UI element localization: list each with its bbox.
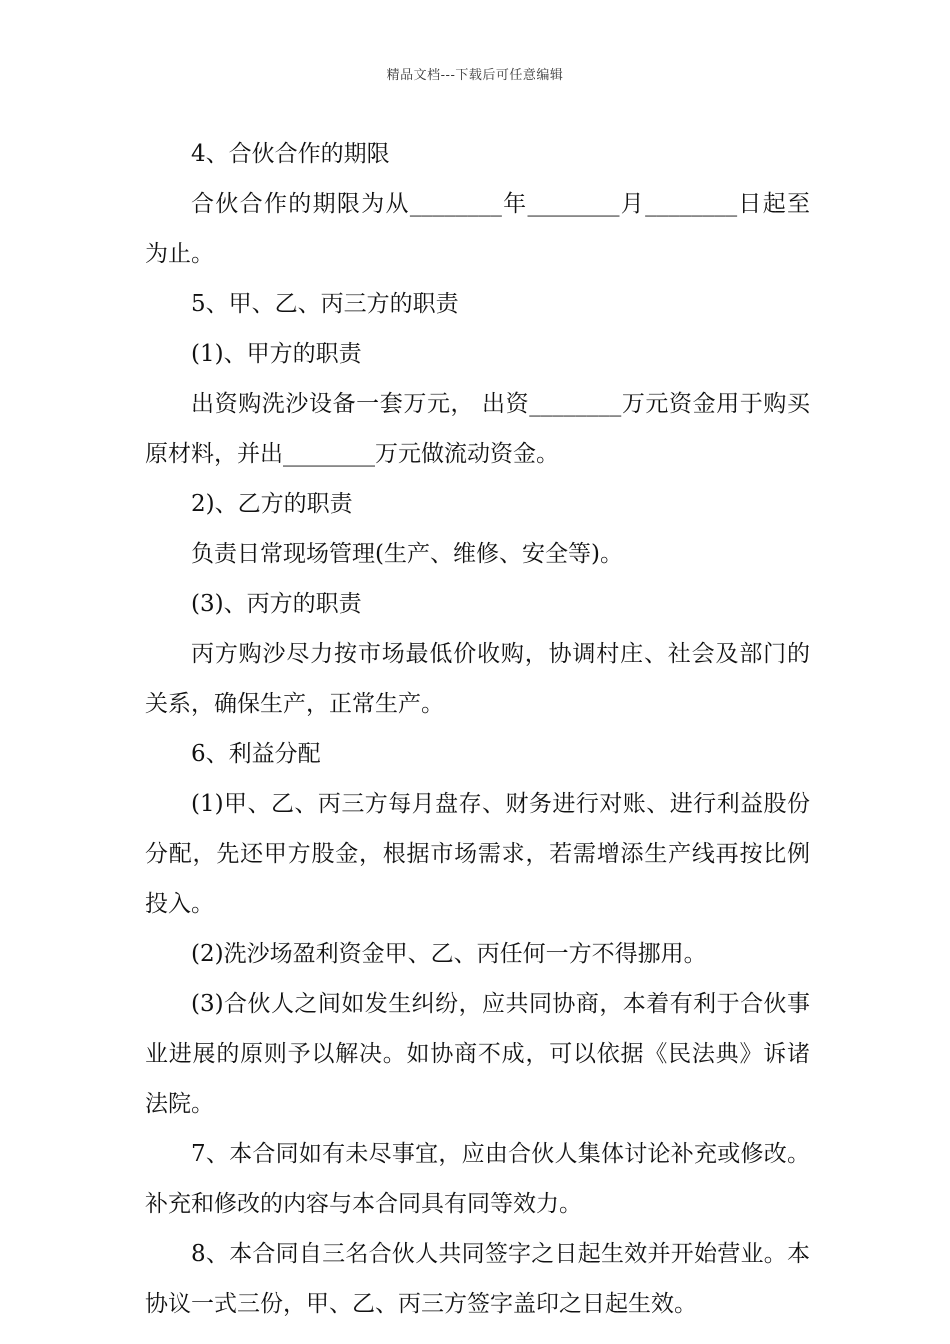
paragraph-profit-1: (1)甲、乙、丙三方每月盘存、财务进行对账、进行利益股份分配，先还甲方股金，根据市场需求，若需增添生产线再按比例投入。 (145, 791, 810, 917)
paragraph-profit-3: (3)合伙人之间如发生纠纷，应共同协商，本着有利于合伙事业进展的原则予以解决。如协商不成，可以依据《民法典》诉诸法院。 (145, 991, 810, 1117)
document-body (145, 129, 810, 1329)
paragraph-clause-7: 7、本合同如有未尽事宜，应由合伙人集体讨论补充或修改。补充和修改的内容与本合同具有同等效力。 (145, 1141, 810, 1217)
section-heading-term: 4、合伙合作的期限 (191, 141, 390, 167)
subheading-party-a: (1)、甲方的职责 (191, 341, 362, 367)
paragraph-profit-2: (2)洗沙场盈利资金甲、乙、丙任何一方不得挪用。 (191, 941, 707, 967)
section-heading-profit: 6、利益分配 (191, 741, 321, 767)
page-header: 精品文档---下载后可任意编辑 (386, 68, 564, 83)
paragraph-term: 合伙合作的期限为从________年________月________日起至为止。 (145, 191, 810, 267)
paragraph-clause-8: 8、本合同自三名合伙人共同签字之日起生效并开始营业。本协议一式三份，甲、乙、丙三方签字盖印之日起生效。 (145, 1241, 810, 1317)
paragraph-party-c: 丙方购沙尽力按市场最低价收购，协调村庄、社会及部门的关系，确保生产，正常生产。 (145, 641, 810, 717)
paragraph-party-b: 负责日常现场管理(生产、维修、安全等)。 (191, 541, 623, 567)
paragraph-party-a: 出资购洗沙设备一套万元， 出资________万元资金用于购买原材料，并出________万元做流动资金。 (145, 391, 810, 467)
subheading-party-c: (3)、丙方的职责 (191, 591, 362, 617)
subheading-party-b: 2)、乙方的职责 (191, 491, 353, 517)
section-heading-duties: 5、甲、乙、丙三方的职责 (191, 291, 459, 317)
